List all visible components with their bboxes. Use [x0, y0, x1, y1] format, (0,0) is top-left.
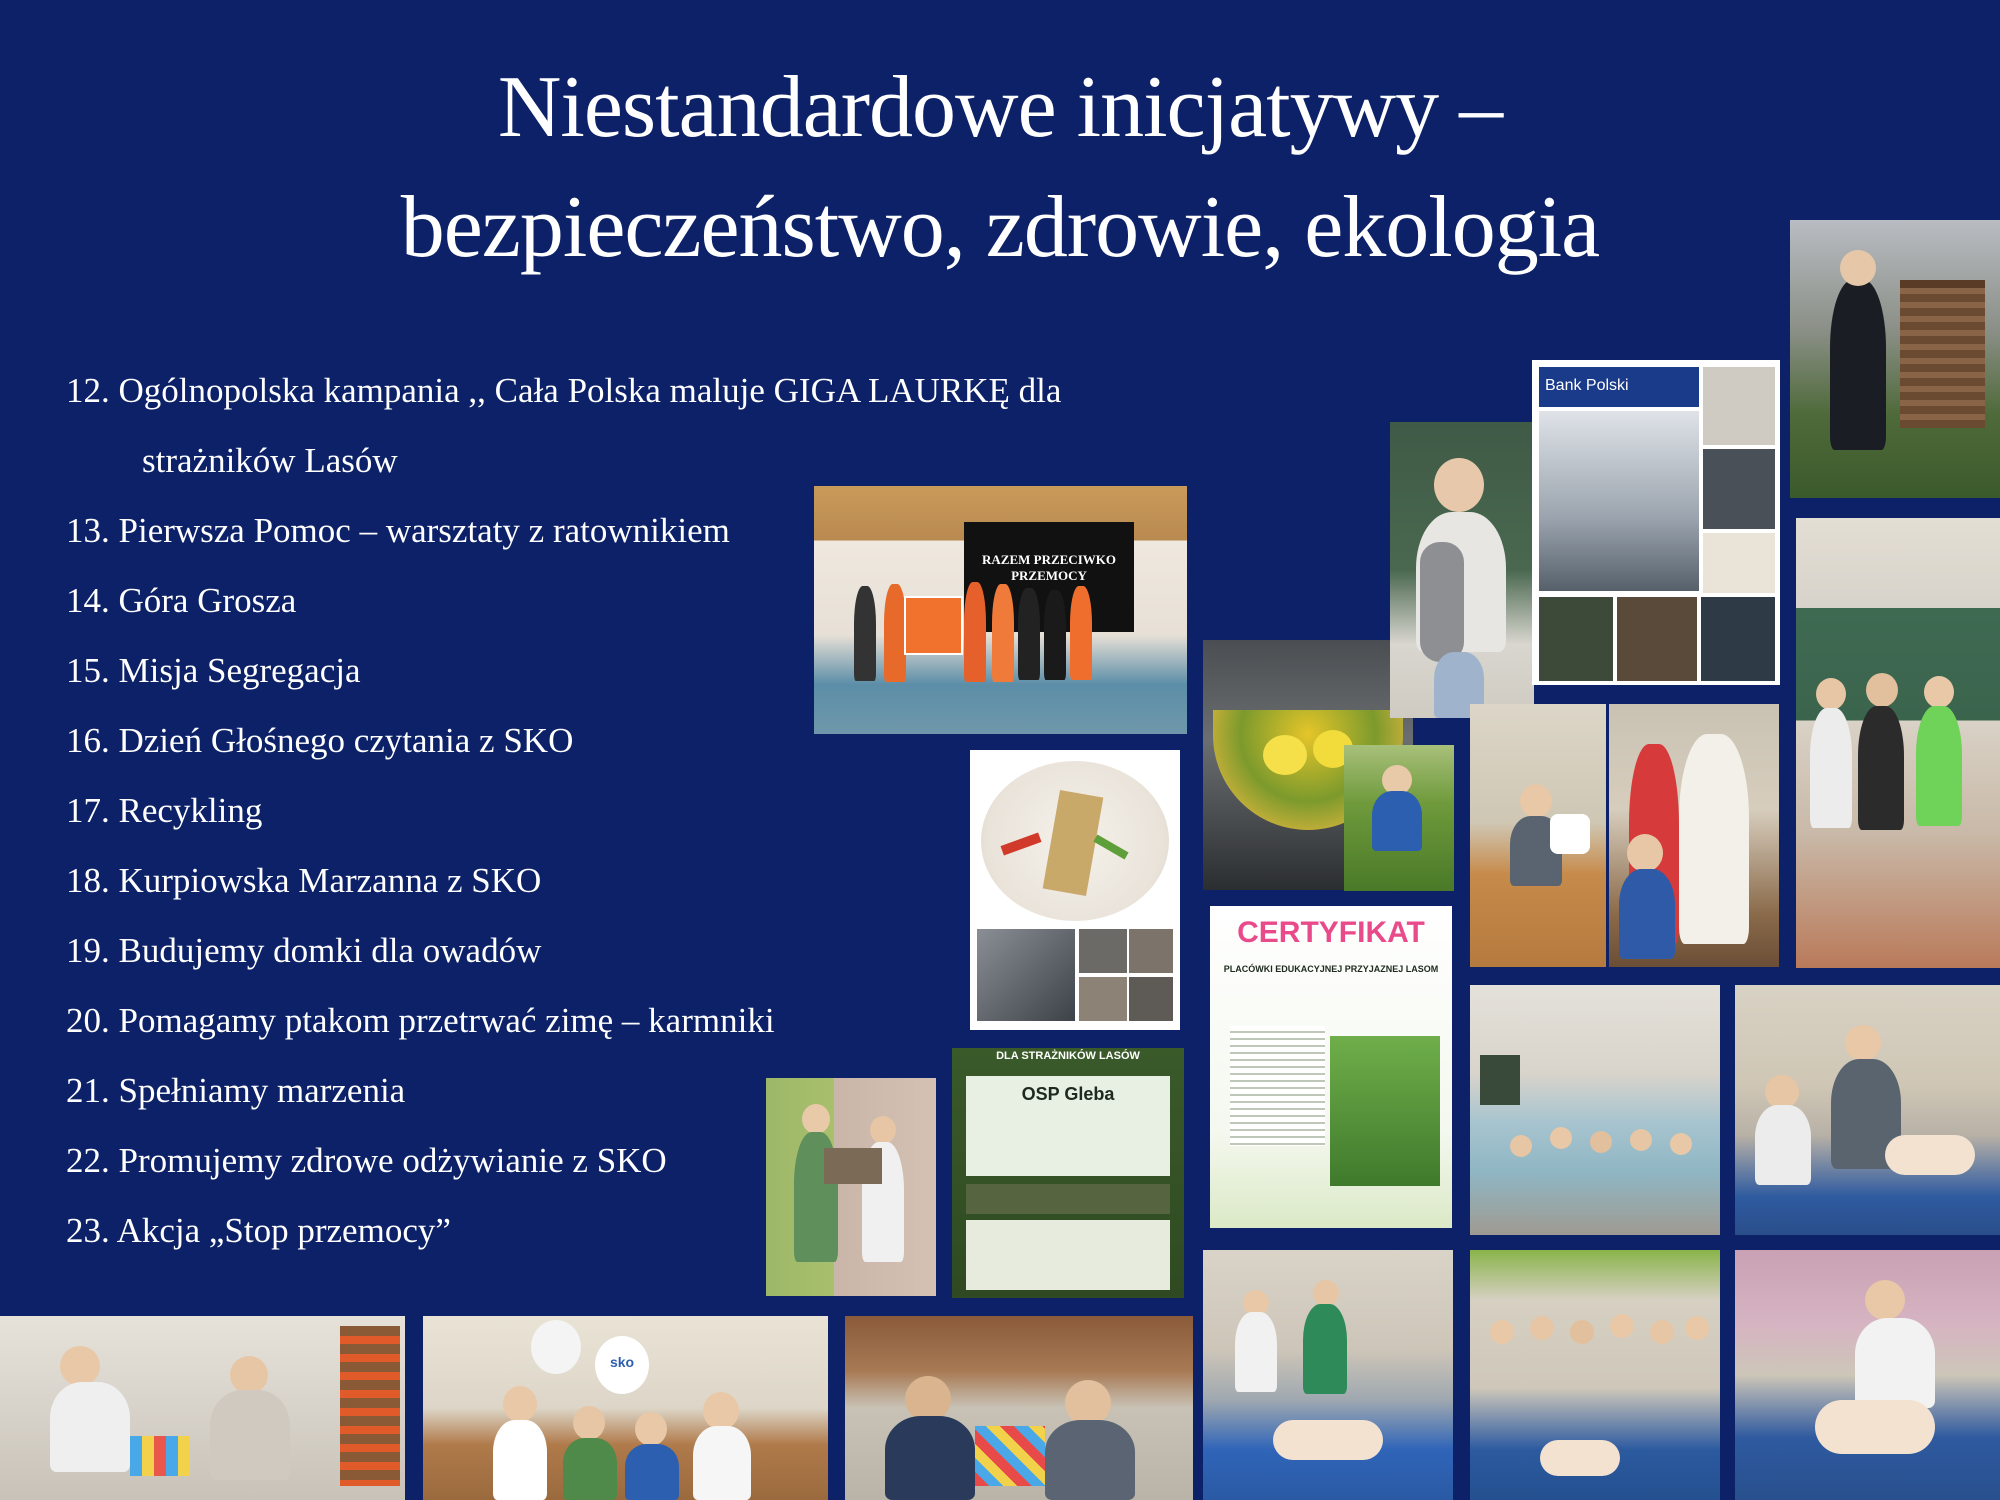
item-text: Promujemy zdrowe odżywianie z SKO [118, 1141, 667, 1180]
list-item [66, 986, 1061, 1056]
item-text: Spełniamy marzenia [118, 1071, 406, 1110]
item-text: Kurpiowska Marzanna z SKO [118, 861, 542, 900]
photo-cpr-3 [1735, 1250, 2000, 1500]
item-number: 15. [66, 651, 110, 690]
item-text: Pomagamy ptakom przetrwać zimę – karmniki [118, 1001, 775, 1040]
bank-sign: Bank Polski [1545, 377, 1629, 394]
item-number: 12. [66, 371, 110, 410]
photo-cpr-1 [1735, 985, 2000, 1235]
photo-class-books [1470, 985, 1720, 1235]
item-text: Recykling [118, 791, 263, 830]
item-text: Akcja „Stop przemocy” [116, 1211, 451, 1250]
photo-osp-gleba [952, 1048, 1184, 1298]
photo-boys-recycling [766, 1078, 936, 1296]
certificate-title: CERTYFIKAT [1237, 916, 1425, 949]
photo-insect-hotel [1790, 220, 2000, 498]
item-number: 20. [66, 1001, 110, 1040]
balloon-text: sko [609, 1354, 635, 1370]
item-number: 23. [66, 1211, 110, 1250]
item-text: Pierwsza Pomoc – warsztaty z ratownikiem [118, 511, 730, 550]
item-text: Misja Segregacja [118, 651, 361, 690]
item-number: 18. [66, 861, 110, 900]
item-number: 16. [66, 721, 110, 760]
photo-boy-grass [1344, 745, 1454, 891]
photo-classroom-girls [1796, 518, 2000, 968]
photo-healthy-plate [970, 750, 1180, 1030]
photo-sko-balloons [423, 1316, 828, 1500]
item-number: 21. [66, 1071, 110, 1110]
item-number: 17. [66, 791, 110, 830]
list-item [66, 776, 1061, 846]
list-item [66, 356, 1061, 496]
item-text-continued: strażników Lasów [142, 441, 398, 480]
item-number: 14. [66, 581, 110, 620]
item-number: 13. [66, 511, 110, 550]
title-line-1: Niestandardowe inicjatywy – [497, 59, 1503, 156]
item-text: Dzień Głośnego czytania z SKO [118, 721, 574, 760]
certificate-subtitle: PLACÓWKI EDUKACYJNEJ PRZYJAZNEJ LASOM [1223, 964, 1439, 974]
photo-group-mats [1470, 1250, 1720, 1500]
photo-boy-table [1470, 704, 1606, 967]
item-text: Budujemy domki dla owadów [118, 931, 542, 970]
banner-text: RAZEM PRZECIWKO PRZEMOCY [982, 552, 1116, 583]
list-item [66, 846, 1061, 916]
item-number: 22. [66, 1141, 110, 1180]
poster-title: OSP Gleba [1021, 1084, 1115, 1104]
photo-cpr-2 [1203, 1250, 1453, 1500]
title-line-2: bezpieczeństwo, zdrowie, ekologia [400, 179, 1600, 276]
photo-stop-przemocy [814, 486, 1187, 734]
photo-bank-collage [1532, 360, 1780, 685]
item-number: 19. [66, 931, 110, 970]
photo-girl-plush [1390, 422, 1534, 718]
list-item [66, 916, 1061, 986]
item-text: Góra Grosza [118, 581, 297, 620]
photo-certificate [1210, 906, 1452, 1228]
photo-kids-floor-game [0, 1316, 405, 1500]
slide-title [180, 48, 1820, 288]
item-text: Ogólnopolska kampania ,, Cała Polska maluje GIGA LAURKĘ dla [118, 371, 1062, 410]
poster-header: DLA STRAŻNIKÓW LASÓW [996, 1050, 1140, 1062]
photo-marzanna [1609, 704, 1779, 967]
photo-kids-board-game [845, 1316, 1193, 1500]
